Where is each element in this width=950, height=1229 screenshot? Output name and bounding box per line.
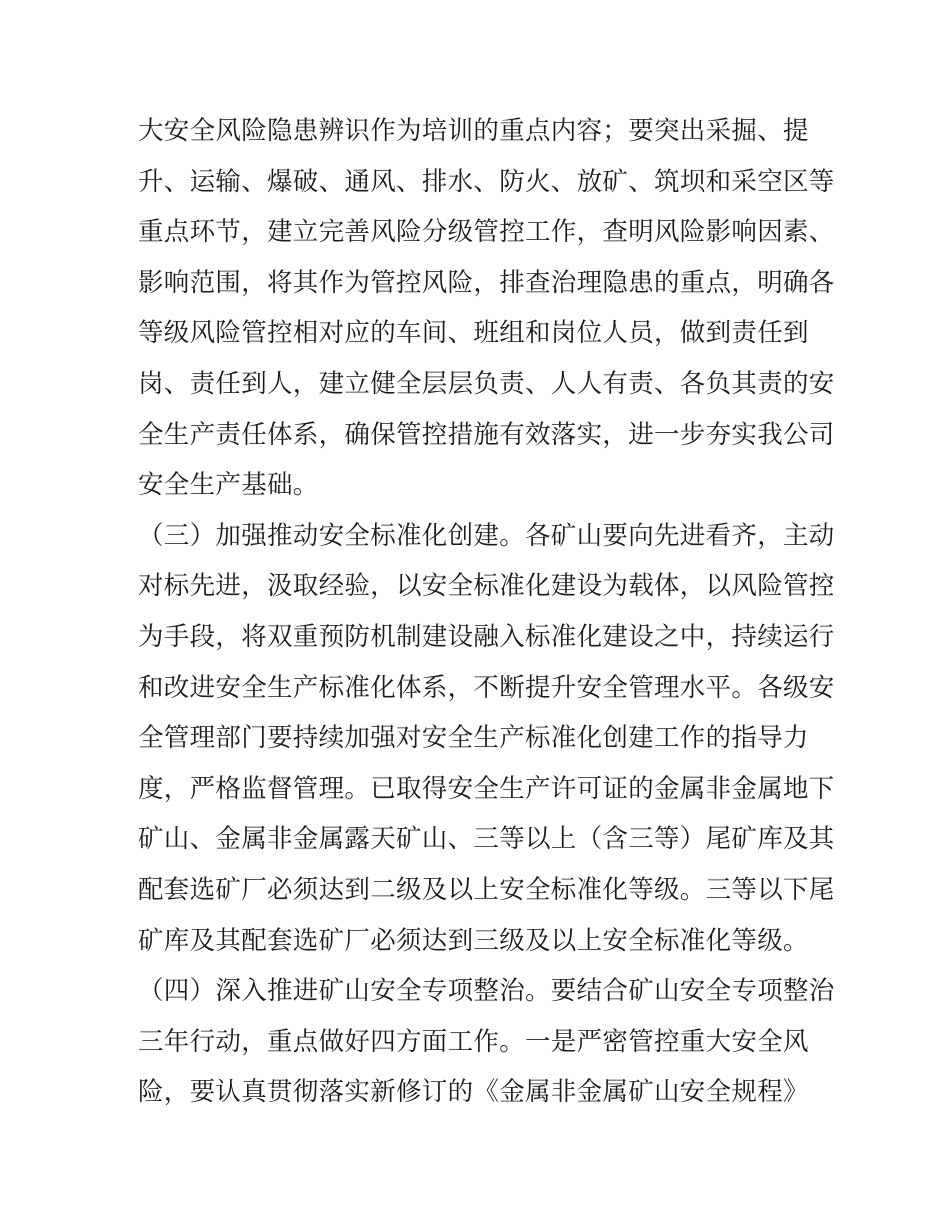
text-line: 安全生产基础。 <box>138 470 319 501</box>
text-line: 配套选矿厂必须达到二级及以上安全标准化等级。三等以下尾 <box>138 874 835 905</box>
text-line: 三年行动，重点做好四方面工作。一是严密管控重大安全风 <box>138 1026 809 1057</box>
text-line: 等级风险管控相对应的车间、班组和岗位人员，做到责任到 <box>138 318 809 349</box>
section-heading-4: （四）深入推进矿山安全专项整治。要结合矿山安全专项整治 <box>138 976 835 1007</box>
text-line: 全管理部门要持续加强对安全生产标准化创建工作的指导力 <box>138 723 809 754</box>
text-line: 岗、责任到人，建立健全层层负责、人人有责、各负其责的安 <box>138 368 835 399</box>
text-line: 重点环节，建立完善风险分级管控工作，查明风险影响因素、 <box>138 217 835 248</box>
text-line: 矿库及其配套选矿厂必须达到三级及以上安全标准化等级。 <box>138 925 809 956</box>
text-line: 度，严格监督管理。已取得安全生产许可证的金属非金属地下 <box>138 773 835 804</box>
text-line: 影响范围，将其作为管控风险，排查治理隐患的重点，明确各 <box>138 267 835 298</box>
text-line: 和改进安全生产标准化体系，不断提升安全管理水平。各级安 <box>138 672 835 703</box>
section-heading-3: （三）加强推动安全标准化创建。各矿山要向先进看齐，主动 <box>138 520 835 551</box>
text-line: 险，要认真贯彻落实新修订的《金属非金属矿山安全规程》 <box>138 1077 809 1108</box>
text-line: 全生产责任体系，确保管控措施有效落实，进一步夯实我公司 <box>138 419 835 450</box>
body-text <box>138 106 835 1118</box>
text-line: 升、运输、爆破、通风、排水、防火、放矿、筑坝和采空区等 <box>138 166 835 197</box>
text-line: 矿山、金属非金属露天矿山、三等以上（含三等）尾矿库及其 <box>138 824 835 855</box>
text-line: 大安全风险隐患辨识作为培训的重点内容；要突出采掘、提 <box>138 116 809 146</box>
text-line: 对标先进，汲取经验，以安全标准化建设为载体，以风险管控 <box>138 571 835 602</box>
text-line: 为手段，将双重预防机制建设融入标准化建设之中，持续运行 <box>138 621 835 652</box>
